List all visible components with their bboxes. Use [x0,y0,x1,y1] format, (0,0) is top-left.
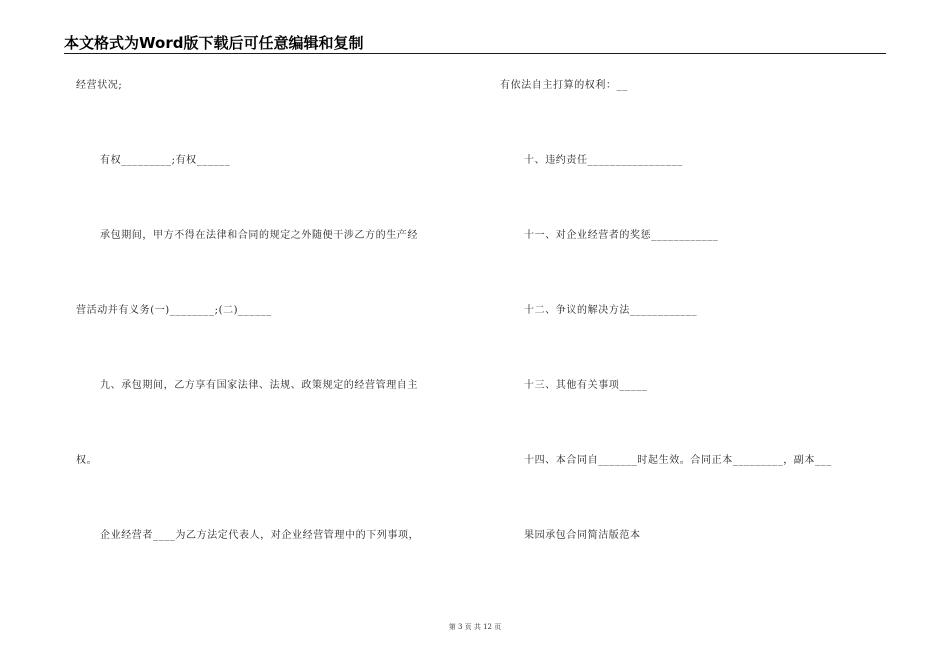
page-indicator: 第 3 页 共 12 页 [448,623,502,631]
right-line-1: 有依法自主打算的权利：__ [500,80,628,91]
left-line-6: 权。 [76,455,98,466]
left-line-4: 营活动并有义务(一)________;(二)______ [76,305,272,316]
right-line-4: 十二、争议的解决方法____________ [524,305,698,316]
left-line-2: 有权_________;有权______ [100,155,231,166]
left-line-5: 九、承包期间，乙方享有国家法律、法规、政策规定的经营管理自主 [100,380,418,391]
right-line-2: 十、违约责任_________________ [524,155,683,166]
left-line-1: 经营状况; [76,80,123,91]
right-column [500,0,880,672]
right-line-5: 十三、其他有关事项_____ [524,380,648,391]
page-footer [0,622,950,632]
right-line-6: 十四、本合同自_______时起生效。合同正本_________，副本___ [524,455,832,466]
header-title: 本文格式为Word版下载后可任意编辑和复制 [64,34,364,52]
left-line-7: 企业经营者____为乙方法定代表人，对企业经营管理中的下列事项， [100,530,420,541]
right-line-7: 果园承包合同简洁版范本 [524,530,641,541]
right-line-3: 十一、对企业经营者的奖惩____________ [524,230,719,241]
left-column [76,0,476,672]
left-line-3: 承包期间，甲方不得在法律和合同的规定之外随便干涉乙方的生产经 [100,230,418,241]
